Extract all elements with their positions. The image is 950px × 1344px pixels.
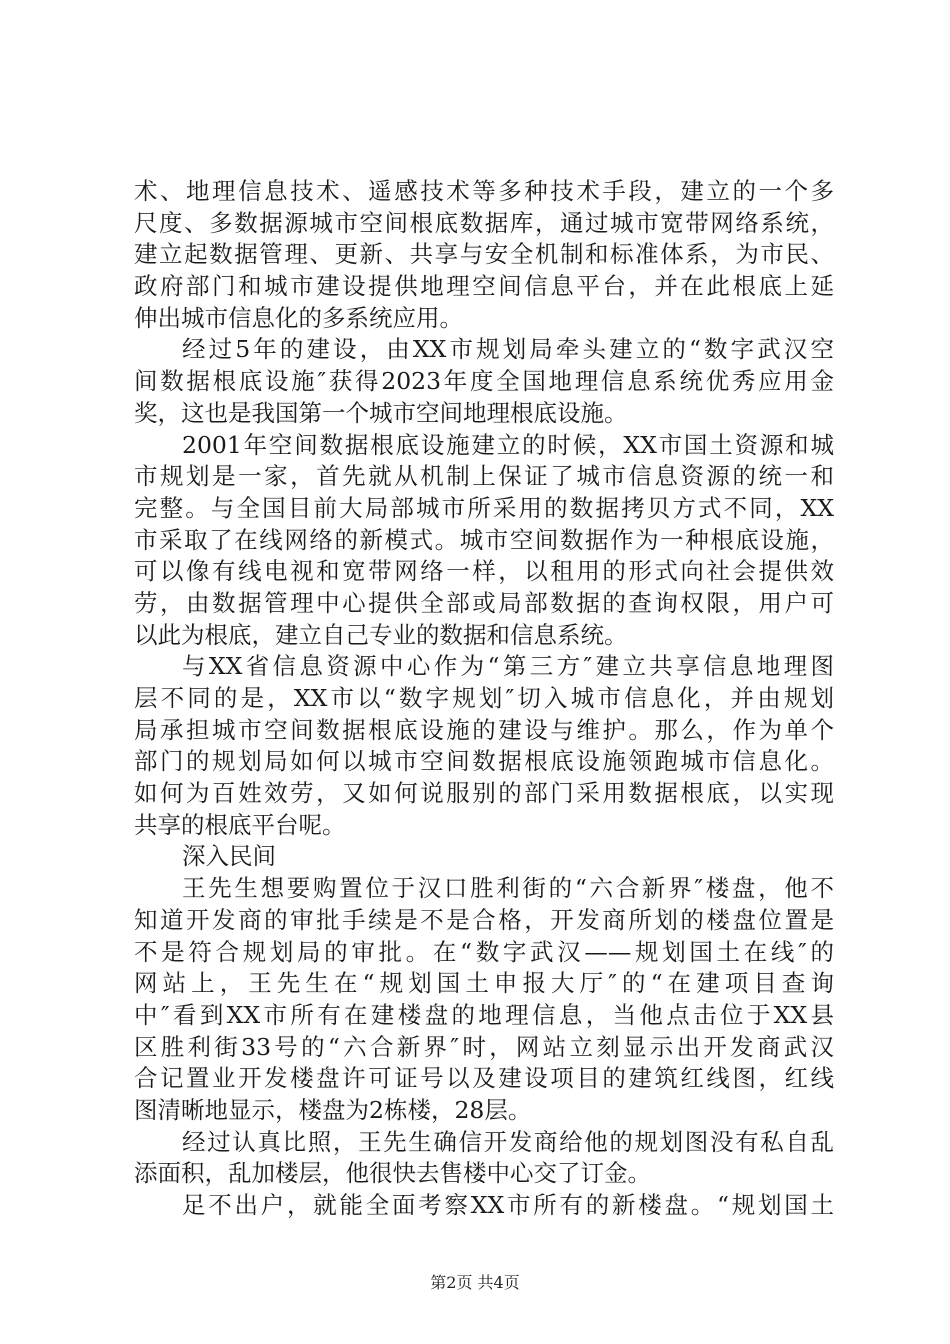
section-heading: 深入民间 (182, 842, 276, 871)
page-number: 第2页 共4页 (430, 1273, 520, 1292)
paragraph-first-line: 王先生想要购置位于汉口胜利街的“六合新界″楼盘，他不 (182, 874, 834, 903)
text-line: 伸出城市信息化的多系统应用。 (134, 303, 463, 332)
paragraph-first-line: 2001年空间数据根底设施建立的时候，XX市国土资源和城 (182, 430, 834, 459)
text-line: 如何为百姓效劳，又如何说服别的部门采用数据根底，以实现 (134, 779, 834, 808)
paragraph-first-line: 经过认真比照，王先生确信开发商给他的规划图没有私自乱 (182, 1127, 834, 1156)
text-line: 市采取了在线网络的新模式。城市空间数据作为一种根底设施， (134, 525, 834, 554)
text-line: 完整。与全国目前大局部城市所采用的数据拷贝方式不同，XX (134, 493, 834, 522)
text-line: 知道开发商的审批手续是不是合格，开发商所划的楼盘位置是 (134, 905, 834, 934)
text-line: 添面积，乱加楼层，他很快去售楼中心交了订金。 (134, 1159, 651, 1188)
text-line: 共享的根底平台呢。 (134, 810, 346, 839)
text-line: 奖，这也是我国第一个城市空间地理根底设施。 (134, 398, 628, 427)
text-line: 术、地理信息技术、遥感技术等多种技术手段，建立的一个多 (134, 177, 834, 205)
text-line: 间数据根底设施″获得2023年度全国地理信息系统优秀应用金 (134, 367, 834, 396)
body-text (134, 176, 834, 1222)
text-line: 政府部门和城市建设提供地理空间信息平台，并在此根底上延 (134, 272, 834, 301)
paragraph-first-line: 经过5年的建设，由XX市规划局牵头建立的“数字武汉空 (182, 335, 834, 364)
paragraph-first-line: 足不出户，就能全面考察XX市所有的新楼盘。“规划国土 (182, 1191, 834, 1219)
paragraph-first-line: 与XX省信息资源中心作为“第三方″建立共享信息地理图 (182, 652, 834, 681)
text-line: 尺度、多数据源城市空间根底数据库，通过城市宽带网络系统， (134, 208, 834, 237)
text-line: 以此为根底，建立自己专业的数据和信息系统。 (134, 620, 628, 649)
text-line: 建立起数据管理、更新、共享与安全机制和标准体系，为市民、 (134, 240, 834, 269)
text-line: 可以像有线电视和宽带网络一样，以租用的形式向社会提供效 (134, 557, 834, 586)
text-line: 网站上，王先生在“规划国土申报大厅″的“在建项目查询 (134, 969, 834, 998)
text-line: 图清晰地显示，楼盘为2栋楼，28层。 (134, 1095, 532, 1124)
text-line: 不是符合规划局的审批。在“数字武汉——规划国土在线″的 (134, 937, 834, 966)
text-line: 中″看到XX市所有在建楼盘的地理信息，当他点击位于XX县 (134, 1000, 834, 1029)
text-line: 层不同的是，XX市以“数字规划″切入城市信息化，并由规划 (134, 684, 834, 712)
text-line: 区胜利街33号的“六合新界″时，网站立刻显示出开发商武汉 (134, 1032, 834, 1061)
text-line: 合记置业开发楼盘许可证号以及建设项目的建筑红线图，红线 (134, 1064, 834, 1093)
text-line: 局承担城市空间数据根底设施的建设与维护。那么，作为单个 (134, 715, 834, 744)
text-line: 劳，由数据管理中心提供全部或局部数据的查询权限，用户可 (134, 588, 834, 617)
text-line: 部门的规划局如何以城市空间数据根底设施领跑城市信息化。 (134, 747, 834, 776)
text-line: 市规划是一家，首先就从机制上保证了城市信息资源的统一和 (134, 462, 834, 491)
